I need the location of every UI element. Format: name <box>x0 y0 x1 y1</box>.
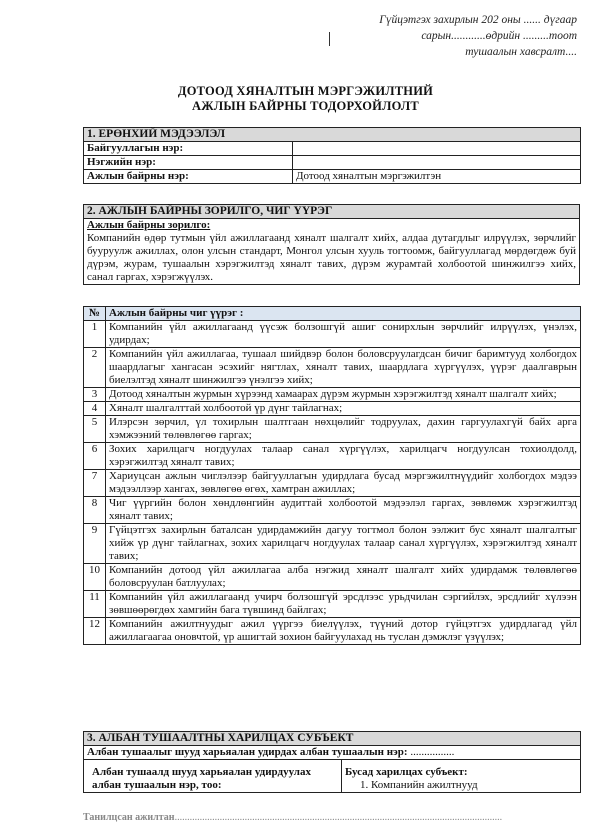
approval-note <box>337 12 577 60</box>
duty-row <box>84 470 581 497</box>
duty-row <box>84 618 581 645</box>
purpose-table <box>83 204 580 285</box>
org-name-value[interactable] <box>293 142 581 156</box>
acknowledged-dots: ................................................................................................................................... <box>174 812 503 823</box>
duty-number: 12 <box>84 618 106 645</box>
duty-text: Чиг үүргийн болон хөндлөнгийн аудиттай холбоотой мэдээлэл гаргах, зөвлөмж хэрэгжилтэд хяналт тавих; <box>106 497 581 524</box>
duty-text: Дотоод хяналтын журмын хүрээнд хамаарах дүрэм журмын хэрэгжилтэд хяналт шалгалт хийх; <box>106 388 581 402</box>
purpose-cell <box>84 219 580 285</box>
duty-row <box>84 416 581 443</box>
duty-number: 4 <box>84 402 106 416</box>
duty-number: 5 <box>84 416 106 443</box>
approval-line-3: тушаалын хавсралт.... <box>465 46 577 58</box>
position-name-label: Ажлын байрны нэр: <box>84 170 293 184</box>
duty-number: 7 <box>84 470 106 497</box>
unit-name-value[interactable] <box>293 156 581 170</box>
duties-table <box>83 306 581 645</box>
section-1-heading: 1. ЕРӨНХИЙ МЭДЭЭЛЭЛ <box>84 128 581 142</box>
duty-row <box>84 321 581 348</box>
purpose-text: Компанийн өдөр тутмын үйл ажиллагаанд хяналт шалгалт хийх, алдаа дутагдлыг илрүүлэх, зөрчлийг бууруулж ажиллах, олон улсын стандарт, Монгол улсын хууль тогтоомж, байгууллагад мөрдөгдөж буй дүрэм, журам, тушаалын хэрэгжилтэд хяналт тавих, дүрэм журамтай холбоотой шинжилгээ хийх, санал гаргах, хэрэгжүүлэх. <box>87 232 576 283</box>
duty-text: Илэрсэн зөрчил, үл тохирлын шалтгаан нөхцөлийг тодруулах, дахин гаргуулахгүй байх арга хэмжээний төлөвлөгөө гаргах; <box>106 416 581 443</box>
duty-number: 1 <box>84 321 106 348</box>
direct-supervisor-label: Албан тушаалыг шууд харьяалан удирдах албан тушаалын нэр: <box>87 746 408 758</box>
duty-row <box>84 497 581 524</box>
duty-text: Зохих харилцагч ногдуулах талаар санал хүргүүлэх, харилцагч ногдуулсан тохиолдолд, хэрэгжилтэд хяналт тавих; <box>106 443 581 470</box>
duty-number: 9 <box>84 524 106 564</box>
duty-text: Хяналт шалгалттай холбоотой үр дүнг тайлагнах; <box>106 402 581 416</box>
approval-line-2: сарын............өдрийн .........тоот <box>421 30 577 42</box>
document-title-line-2: АЖЛЫН БАЙРНЫ ТОДОРХОЙЛОЛТ <box>192 99 419 113</box>
other-subjects-label: Бусад харилцах субъект: <box>345 766 468 778</box>
duty-text: Компанийн дотоод үйл ажиллагаа алба нэгжид хяналт шалгалт хийх удирдамж төлөвлөгөө боловсруулан батлуулах; <box>106 564 581 591</box>
direct-supervisor-row <box>84 746 581 760</box>
other-subjects-cell <box>342 760 581 793</box>
other-subject-item: 1. Компанийн ажилтнууд <box>371 779 577 792</box>
general-info-table <box>83 127 581 184</box>
duty-text: Гүйцэтгэх захирлын баталсан удирдамжийн дагуу тогтмол болон ээлжит бус хяналт шалгалтыг хийж үр дүнг тайлагнах, зохих харилцагч ногдуулах талаар санал хүргүүлэх, хэрэгжилтэд хяналт тавих; <box>106 524 581 564</box>
duty-text: Компанийн үйл ажиллагаа, тушаал шийдвэр болон боловсруулагдсан бичиг баримтууд холбогдох шаардлагыг хангасан эсэхийг нягтлах, хяналт тавих, шаардлага хүргүүлэх, үүрэг даалгаврын биелэлтэд хяналт шинжилгээ үнэлгээ хийх; <box>106 348 581 388</box>
duty-number: 3 <box>84 388 106 402</box>
duties-number-header: № <box>84 307 106 321</box>
section-2-heading: 2. АЖЛЫН БАЙРНЫ ЗОРИЛГО, ЧИГ ҮҮРЭГ <box>84 205 580 219</box>
relations-table <box>83 731 581 793</box>
duty-number: 2 <box>84 348 106 388</box>
unit-name-label: Нэгжийн нэр: <box>84 156 293 170</box>
duty-number: 11 <box>84 591 106 618</box>
duty-row <box>84 388 581 402</box>
duty-text: Компанийн үйл ажиллагаанд учирч болзошгүй эрсдлээс урьдчилан сэргийлэх, эрсдлийг хүлээн зөвшөөрөгдөх хамгийн бага түвшинд байлгах; <box>106 591 581 618</box>
direct-supervisor-value[interactable]: ................ <box>410 746 455 758</box>
duty-row <box>84 524 581 564</box>
document-title-line-1: ДОТООД ХЯНАЛТЫН МЭРГЭЖИЛТНИЙ <box>177 84 434 98</box>
other-subjects-list <box>345 779 577 792</box>
section-3-heading: 3. АЛБАН ТУШААЛТНЫ ХАРИЛЦАХ СУБЪЕКТ <box>84 732 581 746</box>
acknowledged-by <box>83 812 502 823</box>
org-name-label: Байгууллагын нэр: <box>84 142 293 156</box>
duty-row <box>84 443 581 470</box>
acknowledged-label: Танилцсан ажилтан <box>83 812 175 823</box>
text-cursor <box>329 32 330 46</box>
duty-row <box>84 348 581 388</box>
duty-row <box>84 564 581 591</box>
duty-row <box>84 402 581 416</box>
approval-line-1: Гүйцэтгэх захирлын 202 оны ...... дүгаар <box>379 14 577 26</box>
duty-text: Компанийн үйл ажиллагаанд үүсэж болзошгүй ашиг сонирхлын зөрчлийг илрүүлэх, үнэлэх, удирдах; <box>106 321 581 348</box>
duty-number: 6 <box>84 443 106 470</box>
duty-text: Хариуцсан ажлын чиглэлээр байгууллагын удирдлага бусад мэргэжилтнүүдийг холбогдох мэдээ мэдээллээр хангах, зөвлөгөө өгөх, хамтран ажиллах; <box>106 470 581 497</box>
subordinates-label: Албан тушаалд шууд харьяалан удирдуулах албан тушаалын нэр, тоо: <box>84 760 342 793</box>
duty-number: 10 <box>84 564 106 591</box>
duties-header: Ажлын байрны чиг үүрэг : <box>106 307 581 321</box>
duty-row <box>84 591 581 618</box>
duty-number: 8 <box>84 497 106 524</box>
purpose-subheading: Ажлын байрны зорилго: <box>87 219 211 231</box>
position-name-value[interactable]: Дотоод хяналтын мэргэжилтэн <box>293 170 581 184</box>
duty-text: Компанийн ажилтнуудыг ажил үүргээ биелүүлэх, түүний дотор гүйцэтгэх удирдлагад үйл ажиллагаагаа оновчтой, үр ашигтай зохион байгуулахад нь туслан дэмжлэг үзүүлэх; <box>106 618 581 645</box>
